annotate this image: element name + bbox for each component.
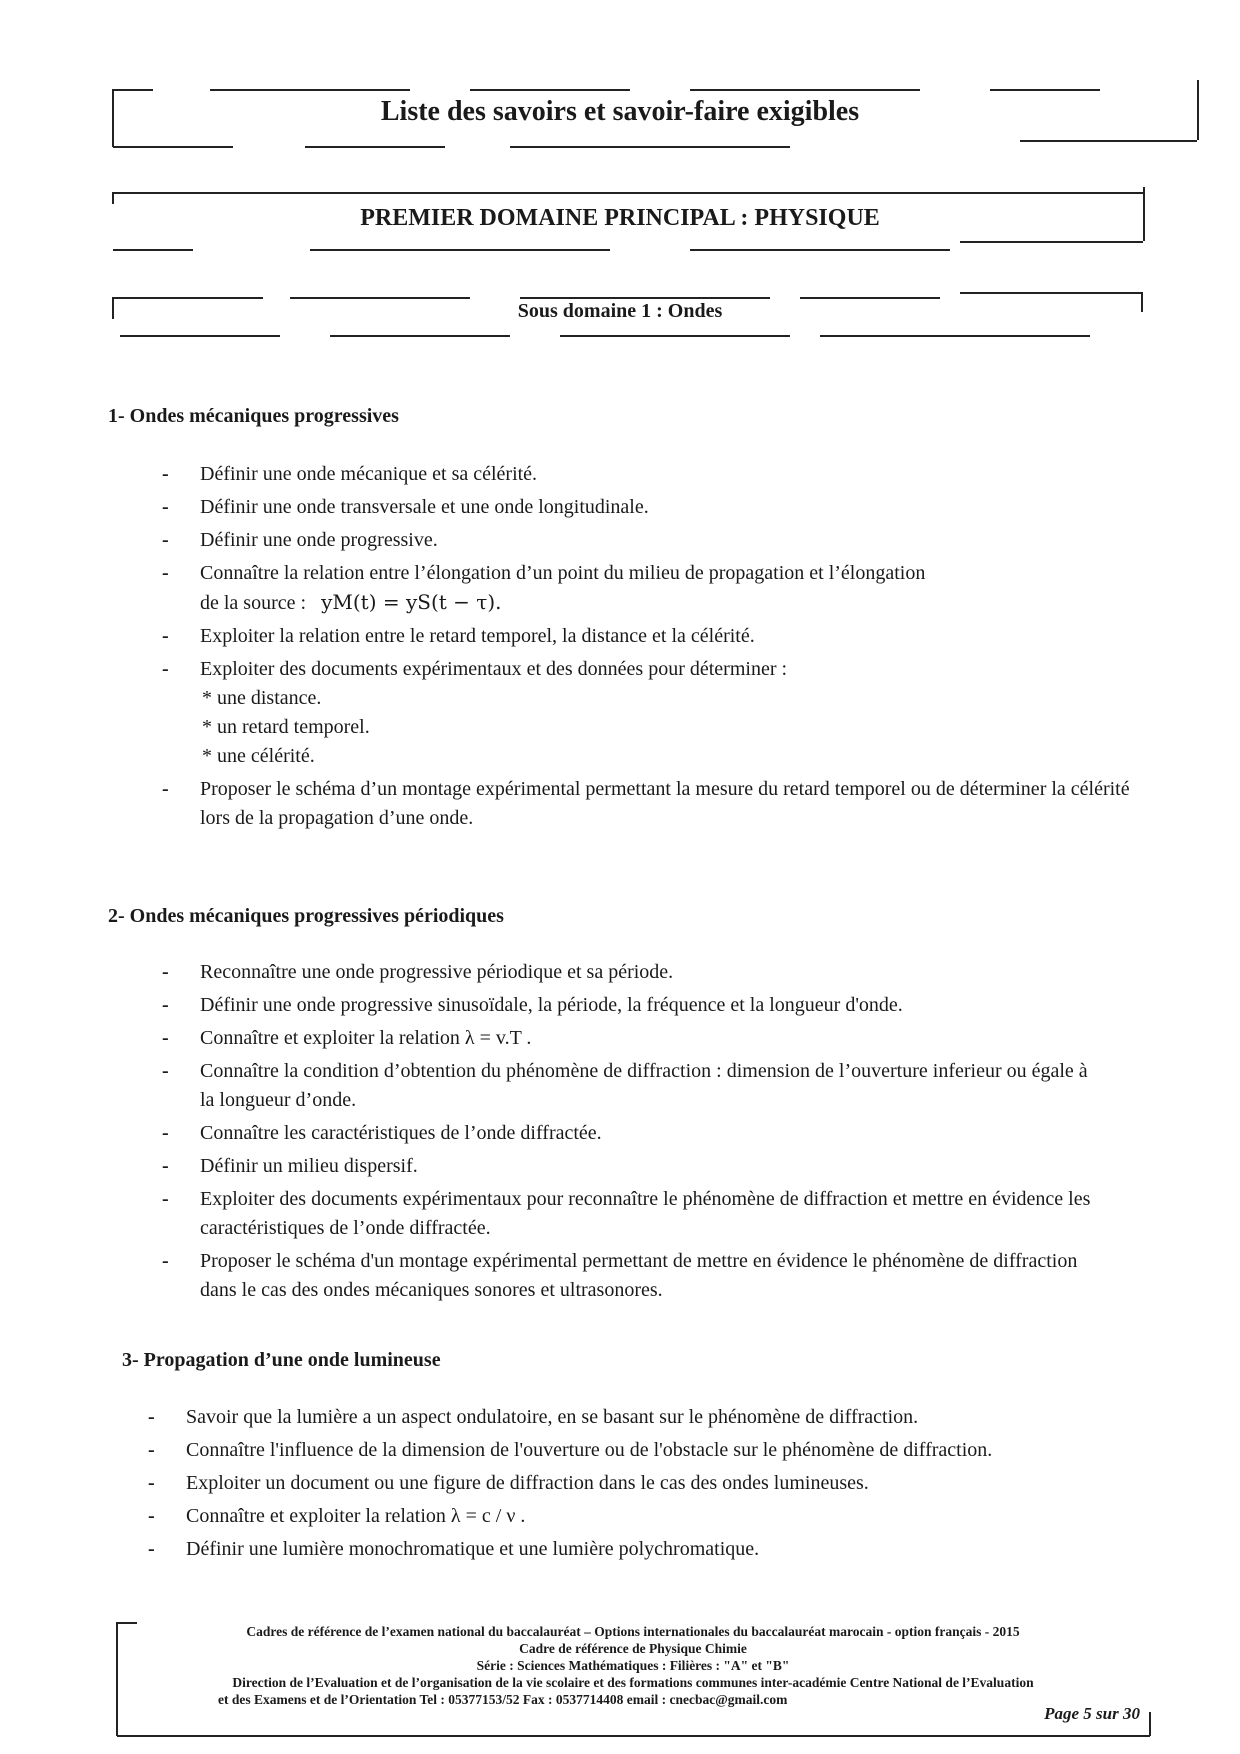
footer [118,1623,1148,1728]
footer-line: Série : Sciences Mathématiques : Filières : "A" et "B" [476,1658,790,1673]
footer-line: et des Examens et de l’Orientation Tel : 05377153/52 Fax : 0537714408 email : cnecbac@gmail.com [218,1692,788,1707]
domain-title: PREMIER DOMAINE PRINCIPAL : PHYSIQUE [360,205,880,231]
list-item: - Proposer le schéma d’un montage expérimental permettant la mesure du retard temporel ou de déterminer la célérité lors de la propagation d’une onde. [162,775,1137,833]
list-item: - Exploiter la relation entre le retard temporel, la distance et la célérité. [162,622,1137,651]
list-item: - Reconnaître une onde progressive périodique et sa période. [162,958,1092,987]
section-2-list [162,958,1092,1309]
list-item: - Connaître les caractéristiques de l’onde diffractée. [162,1119,1092,1148]
list-item: - Définir une onde progressive. [162,526,1137,555]
sub-item: * un retard temporel. [202,716,370,738]
footer-line: Cadres de référence de l’examen national du baccalauréat – Options internationales du baccalauréat marocain - option français - 2015 [246,1624,1020,1639]
list-item: - Définir un milieu dispersif. [162,1152,1092,1181]
formula: yM(t) = yS(t − τ). [321,590,502,614]
section-3-list [148,1403,1113,1568]
list-item: - Connaître l'influence de la dimension de l'ouverture ou de l'obstacle sur le phénomène de diffraction. [148,1436,1113,1465]
section-heading: 3- Propagation d’une onde lumineuse [122,1349,441,1371]
footer-line: Cadre de référence de Physique Chimie [519,1641,747,1656]
section-heading: 2- Ondes mécaniques progressives périodiques [108,905,504,927]
footer-line: Direction de l’Evaluation et de l’organisation de la vie scolaire et des formations communes inter-académie Centre National de l’Evaluation [232,1675,1034,1690]
list-item: - Savoir que la lumière a un aspect ondulatoire, en se basant sur le phénomène de diffraction. [148,1403,1113,1432]
sub-item: * une célérité. [202,745,315,767]
list-item: - Définir une onde mécanique et sa célérité. [162,460,1137,489]
list-item: - Exploiter un document ou une figure de diffraction dans le cas des ondes lumineuses. [148,1469,1113,1498]
page-number: Page 5 sur 30 [1044,1704,1140,1723]
sub-item: * une distance. [202,687,322,709]
list-item: - Connaître et exploiter la relation λ = c / ν . [148,1502,1113,1531]
list-item: - Connaître la condition d’obtention du phénomène de diffraction : dimension de l’ouverture inferieur ou égale à la longueur d’onde. [162,1057,1092,1115]
section-1-list [162,460,1137,837]
list-item: - Définir une lumière monochromatique et une lumière polychromatique. [148,1535,1113,1564]
list-item: - Exploiter des documents expérimentaux et des données pour déterminer : * une distance. * un retard temporel. * une célérité. [162,655,1137,771]
list-item: - Définir une onde transversale et une onde longitudinale. [162,493,1137,522]
list-item: - Exploiter des documents expérimentaux pour reconnaître le phénomène de diffraction et mettre en évidence les caractéristiques de l’onde diffractée. [162,1185,1092,1243]
page-title: Liste des savoirs et savoir-faire exigibles [380,96,860,127]
list-item: - Connaître et exploiter la relation λ = v.T . [162,1024,1092,1053]
list-item: - Connaître la relation entre l’élongation d’un point du milieu de propagation et l’élongation de la source : yM(t) = yS(t − τ). [162,559,1137,618]
subdomain-title: Sous domaine 1 : Ondes [517,300,723,322]
list-item: - Définir une onde progressive sinusoïdale, la période, la fréquence et la longueur d'onde. [162,991,1092,1020]
section-heading: 1- Ondes mécaniques progressives [108,405,399,427]
list-item: - Proposer le schéma d'un montage expérimental permettant de mettre en évidence le phénomène de diffraction dans le cas des ondes mécaniques sonores et ultrasonores. [162,1247,1092,1305]
